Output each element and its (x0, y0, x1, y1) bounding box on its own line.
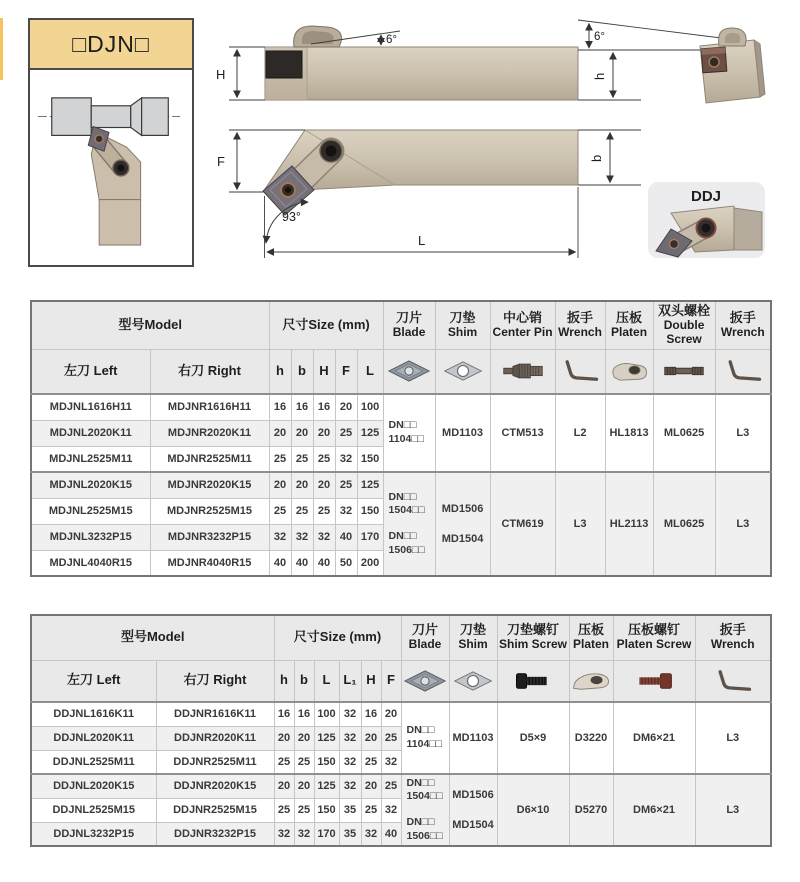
table-row (31, 774, 771, 798)
dim-cell: 35 (339, 822, 361, 846)
table-row (31, 394, 771, 420)
model-left-cell: MDJNL4040R15 (31, 550, 150, 576)
dim-cell: 150 (314, 798, 339, 822)
dim-cell: 32 (381, 750, 401, 774)
header-dim-F: F (335, 349, 357, 394)
blade-cell: DN□□ 1104□□ (401, 702, 449, 774)
dim-cell: 100 (314, 702, 339, 726)
center-pin-cell: CTM619 (490, 472, 555, 576)
dim-cell: 32 (335, 498, 357, 524)
toolholder (88, 127, 140, 246)
double-screw-cell: ML0625 (653, 394, 715, 472)
model-left-cell: DDJNL3232P15 (31, 822, 156, 846)
header-wrench-2: 扳手 Wrench (715, 301, 771, 349)
dim-cell: 32 (313, 524, 335, 550)
dim-cell: 25 (313, 446, 335, 472)
header-model: 型号Model (31, 301, 269, 349)
header-dim-h: h (274, 660, 294, 702)
dim-label-H: H (216, 67, 226, 82)
dim-cell: 20 (269, 420, 291, 446)
series-title: □DJN□ (30, 20, 192, 70)
wrench-icon (715, 349, 771, 394)
table-row (31, 472, 771, 498)
header-size: 尺寸Size (mm) (269, 301, 383, 349)
header-dim-h: h (269, 349, 291, 394)
header-dim-b: b (294, 660, 314, 702)
dim-cell: 20 (361, 726, 381, 750)
model-right-cell: MDJNR1616H11 (150, 394, 269, 420)
wrench-cell: L2 (555, 394, 605, 472)
header-blade: 刀片 Blade (383, 301, 435, 349)
side-view (216, 26, 578, 100)
dim-cell: 40 (291, 550, 313, 576)
platen-cell: D5270 (569, 774, 613, 846)
dim-cell: 25 (274, 798, 294, 822)
dim-cell: 25 (269, 498, 291, 524)
dim-cell: 25 (274, 750, 294, 774)
dim-cell: 32 (294, 822, 314, 846)
dim-cell: 25 (361, 750, 381, 774)
double-screw-cell: ML0625 (653, 472, 715, 576)
model-left-cell: DDJNL2020K11 (31, 726, 156, 750)
dim-cell: 32 (381, 798, 401, 822)
dim-cell: 20 (291, 420, 313, 446)
ddj-title: DDJ (690, 188, 722, 205)
header-platen: 压板 Platen (605, 301, 653, 349)
platen-screw-cell: DM6×21 (613, 702, 695, 774)
table-row (31, 702, 771, 726)
dim-cell: 40 (269, 550, 291, 576)
dim-cell: 32 (339, 726, 361, 750)
dim-cell: 50 (335, 550, 357, 576)
model-left-cell: MDJNL2020K11 (31, 420, 150, 446)
dim-cell: 25 (294, 798, 314, 822)
dim-cell: 32 (339, 774, 361, 798)
model-right-cell: DDJNR2525M11 (156, 750, 274, 774)
shim-screw-cell: D5×9 (497, 702, 569, 774)
model-right-cell: DDJNR2020K15 (156, 774, 274, 798)
model-right-cell: MDJNR3232P15 (150, 524, 269, 550)
dim-cell: 25 (335, 420, 357, 446)
wrench-icon (695, 660, 771, 702)
model-right-cell: DDJNR2525M15 (156, 798, 274, 822)
shim-cell: MD1506 MD1504 (435, 472, 490, 576)
dim-cell: 20 (313, 472, 335, 498)
model-right-cell: DDJNR3232P15 (156, 822, 274, 846)
wrench-cell: L3 (695, 774, 771, 846)
center-pin-icon (490, 349, 555, 394)
model-right-cell: MDJNR2525M11 (150, 446, 269, 472)
dim-cell: 16 (269, 394, 291, 420)
wrench-cell: L3 (715, 472, 771, 576)
platen-icon (605, 349, 653, 394)
dim-cell: 25 (291, 446, 313, 472)
platen-screw-icon (613, 660, 695, 702)
model-right-cell: MDJNR4040R15 (150, 550, 269, 576)
series-box (28, 18, 194, 267)
header-shim: 刀垫 Shim (449, 615, 497, 660)
dim-cell: 32 (269, 524, 291, 550)
dim-cell: 20 (361, 774, 381, 798)
dim-cell: 150 (357, 446, 383, 472)
dim-cell: 100 (357, 394, 383, 420)
header-dim-F: F (381, 660, 401, 702)
header-platen: 压板 Platen (569, 615, 613, 660)
model-right-cell: MDJNR2525M15 (150, 498, 269, 524)
header-dim-H: H (313, 349, 335, 394)
header-wrench: 扳手 Wrench (695, 615, 771, 660)
model-right-cell: MDJNR2020K11 (150, 420, 269, 446)
end-view (700, 28, 765, 103)
header-platen-screw: 压板螺钉 Platen Screw (613, 615, 695, 660)
header-wrench: 扳手 Wrench (555, 301, 605, 349)
dim-label-F: F (217, 154, 225, 169)
dim-cell: 200 (357, 550, 383, 576)
platen-cell: HL1813 (605, 394, 653, 472)
wrench-icon (555, 349, 605, 394)
header-model: 型号Model (31, 615, 274, 660)
dim-cell: 32 (274, 822, 294, 846)
model-left-cell: DDJNL2525M11 (31, 750, 156, 774)
dim-cell: 25 (335, 472, 357, 498)
workpiece (52, 98, 169, 136)
dim-cell: 32 (335, 446, 357, 472)
dim-cell: 32 (339, 750, 361, 774)
dim-label-L: L (418, 233, 426, 248)
dim-cell: 25 (291, 498, 313, 524)
blade-cell: DN□□ 1504□□ DN□□ 1506□□ (383, 472, 435, 576)
shim-icon (449, 660, 497, 702)
dim-cell: 32 (361, 822, 381, 846)
dim-cell: 25 (381, 774, 401, 798)
platen-cell: D3220 (569, 702, 613, 774)
wrench-cell: L3 (715, 394, 771, 472)
double-screw-icon (653, 349, 715, 394)
shim-screw-cell: D6×10 (497, 774, 569, 846)
dim-cell: 125 (314, 774, 339, 798)
shim-icon (435, 349, 490, 394)
header-center-pin: 中心销 Center Pin (490, 301, 555, 349)
dim-cell: 20 (269, 472, 291, 498)
platen-icon (569, 660, 613, 702)
dim-cell: 40 (313, 550, 335, 576)
dim-cell: 25 (294, 750, 314, 774)
model-left-cell: DDJNL1616K11 (31, 702, 156, 726)
dim-cell: 32 (339, 702, 361, 726)
model-left-cell: MDJNL3232P15 (31, 524, 150, 550)
mdjn-spec-table (30, 300, 772, 577)
dim-cell: 20 (274, 774, 294, 798)
dim-cell: 125 (314, 726, 339, 750)
model-left-cell: DDJNL2525M15 (31, 798, 156, 822)
blade-cell: DN□□ 1104□□ (383, 394, 435, 472)
model-right-cell: MDJNR2020K15 (150, 472, 269, 498)
blade-icon (383, 349, 435, 394)
dim-cell: 20 (291, 472, 313, 498)
angle-side-label: 6° (386, 34, 397, 46)
model-left-cell: MDJNL2525M15 (31, 498, 150, 524)
blade-cell: DN□□ 1504□□ DN□□ 1506□□ (401, 774, 449, 846)
dim-cell: 35 (339, 798, 361, 822)
header-left: 左刀 Left (31, 660, 156, 702)
plan-view (217, 130, 578, 258)
model-left-cell: MDJNL1616H11 (31, 394, 150, 420)
blade-icon (401, 660, 449, 702)
angle-end-label: 6° (594, 31, 605, 43)
platen-cell: HL2113 (605, 472, 653, 576)
dim-cell: 150 (314, 750, 339, 774)
dim-cell: 25 (381, 726, 401, 750)
dim-cell: 20 (313, 420, 335, 446)
angle-tip-label: 93° (282, 210, 301, 224)
dim-label-b: b (589, 154, 604, 162)
dim-label-h: h (592, 72, 607, 80)
wrench-cell: L3 (695, 702, 771, 774)
dim-cell: 150 (357, 498, 383, 524)
header-shim-screw: 刀垫螺钉 Shim Screw (497, 615, 569, 660)
header-dim-H: H (361, 660, 381, 702)
drawing-section (0, 0, 800, 300)
header-size: 尺寸Size (mm) (274, 615, 401, 660)
header-right: 右刀 Right (150, 349, 269, 394)
dim-cell: 40 (335, 524, 357, 550)
dim-cell: 16 (291, 394, 313, 420)
dim-cell: 16 (294, 702, 314, 726)
header-blade: 刀片 Blade (401, 615, 449, 660)
dim-cell: 25 (361, 798, 381, 822)
header-left: 左刀 Left (31, 349, 150, 394)
header-dim-b: b (291, 349, 313, 394)
header-shim: 刀垫 Shim (435, 301, 490, 349)
dim-cell: 25 (269, 446, 291, 472)
header-dim-L1: L₁ (339, 660, 361, 702)
header-dim-L: L (357, 349, 383, 394)
header-dim-L: L (314, 660, 339, 702)
shim-screw-icon (497, 660, 569, 702)
dim-cell: 125 (357, 472, 383, 498)
dim-cell: 32 (291, 524, 313, 550)
header-right: 右刀 Right (156, 660, 274, 702)
center-pin-cell: CTM513 (490, 394, 555, 472)
series-application-art (30, 70, 192, 267)
wrench-cell: L3 (555, 472, 605, 576)
header-double-screw: 双头螺栓 Double Screw (653, 301, 715, 349)
model-left-cell: MDJNL2020K15 (31, 472, 150, 498)
ddj-thumbnail (648, 182, 765, 258)
dim-cell: 20 (294, 726, 314, 750)
platen-screw-cell: DM6×21 (613, 774, 695, 846)
model-right-cell: DDJNR2020K11 (156, 726, 274, 750)
dim-cell: 125 (357, 420, 383, 446)
model-right-cell: DDJNR1616K11 (156, 702, 274, 726)
dim-cell: 170 (357, 524, 383, 550)
dim-cell: 25 (313, 498, 335, 524)
dim-cell: 16 (313, 394, 335, 420)
dim-cell: 20 (294, 774, 314, 798)
ddjn-spec-table (30, 614, 772, 847)
model-left-cell: MDJNL2525M11 (31, 446, 150, 472)
dim-cell: 170 (314, 822, 339, 846)
shim-cell: MD1103 (435, 394, 490, 472)
dim-cell: 16 (361, 702, 381, 726)
dim-cell: 16 (274, 702, 294, 726)
dim-cell: 20 (274, 726, 294, 750)
shim-cell: MD1103 (449, 702, 497, 774)
dim-cell: 20 (335, 394, 357, 420)
dim-cell: 40 (381, 822, 401, 846)
model-left-cell: DDJNL2020K15 (31, 774, 156, 798)
shim-cell: MD1506 MD1504 (449, 774, 497, 846)
insert-side (266, 51, 302, 78)
dim-cell: 20 (381, 702, 401, 726)
